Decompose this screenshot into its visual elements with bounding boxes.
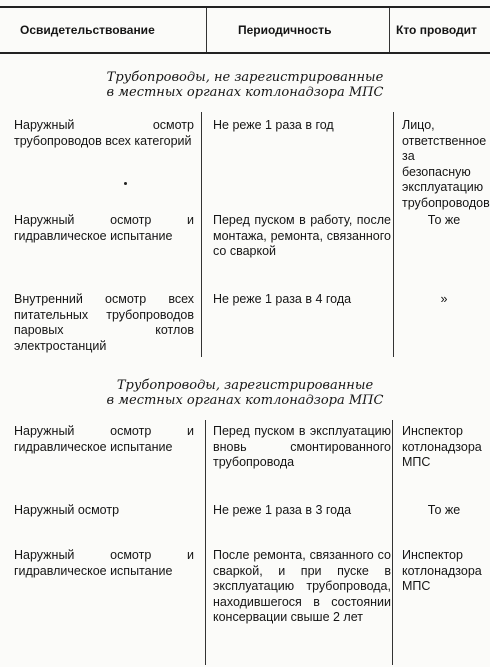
row-exam: Наружный осмотр и гидравлическое испытание	[14, 213, 194, 243]
row-who: То же	[427, 213, 461, 227]
row-who: »	[440, 292, 448, 306]
row-period: Не реже 1 раза в 4 года	[213, 292, 352, 306]
row-period: Не реже 1 раза в 3 года	[213, 503, 352, 517]
header-period: Периодичность	[238, 23, 332, 37]
print-dot	[124, 182, 127, 185]
section-title-registered: Трубопроводы, зарегистрированные в местных органах котлонадзора МПС	[106, 378, 384, 408]
row-exam: Наружный осмотр и гидравлическое испытание	[14, 424, 194, 454]
row-who: Инспектор котлонадзора МПС	[402, 424, 482, 469]
body-divider-1b	[205, 420, 206, 665]
row-exam: Наружный осмотр трубопроводов всех категорий	[14, 118, 194, 148]
row-period: Не реже 1 раза в год	[213, 118, 334, 132]
row-period: Перед пуском в работу, после монтажа, ремонта, связанного со сваркой	[213, 213, 391, 258]
row-exam: Внутренний осмотр всех питательных трубопроводов паровых котлов электростанций	[14, 292, 194, 353]
row-exam: Наружный осмотр и гидравлическое испытание	[14, 548, 194, 578]
row-who: Инспектор котлонадзора МПС	[402, 548, 482, 593]
header-who: Кто проводит	[396, 23, 477, 37]
row-who: То же	[427, 503, 461, 517]
header-exam: Освидетельствование	[20, 23, 155, 37]
row-exam: Наружный осмотр	[14, 503, 120, 517]
section-title-unregistered: Трубопроводы, не зарегистрированные в местных органах котлонадзора МПС	[106, 70, 384, 100]
body-divider-2a	[393, 112, 394, 357]
row-period: Перед пуском в эксплуатацию вновь смонтированного трубопровода	[213, 424, 391, 469]
table-header	[0, 6, 490, 54]
row-who: Лицо, ответственное за безопасную эксплуатацию трубопроводов	[402, 118, 490, 210]
body-divider-2b	[392, 420, 393, 665]
header-divider-1	[206, 8, 207, 52]
header-divider-2	[389, 8, 390, 52]
body-divider-1a	[201, 112, 202, 357]
row-period: После ремонта, связанного со сваркой, и при пуске в эксплуатацию трубопровода, находившегося в состоянии консервации свыше 2 лет	[213, 548, 391, 624]
